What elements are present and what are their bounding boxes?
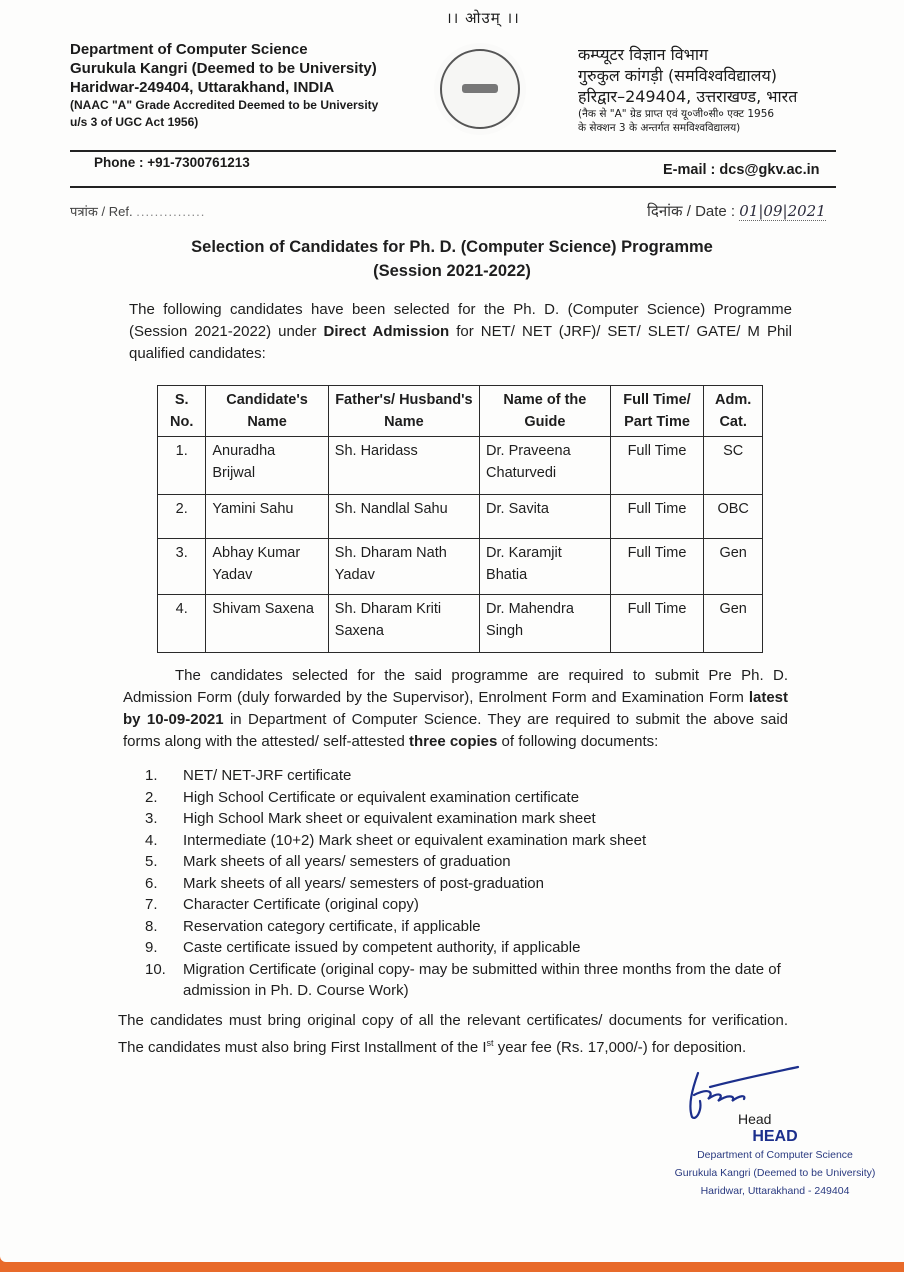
item-text: High School Mark sheet or equivalent examination mark sheet	[183, 810, 596, 827]
item-text: Reservation category certificate, if applicable	[183, 917, 481, 935]
cell-guide: Dr. Savita	[480, 495, 611, 539]
university-name-hindi: गुरुकुल कांगड़ी (समविश्वविद्यालय)	[578, 66, 778, 85]
cell-category: Gen	[704, 539, 763, 595]
address-hindi: हरिद्वार–249404, उत्तराखण्ड, भारत	[578, 87, 798, 106]
item-number: 8.	[145, 917, 158, 935]
page-title: Selection of Candidates for Ph. D. (Computer Science) Programme	[191, 238, 713, 256]
cell-sno: 4.	[158, 595, 206, 653]
item-text: Mark sheets of all years/ semesters of post-graduation	[183, 874, 544, 892]
stamp-title: HEAD	[752, 1128, 798, 1145]
cell-name: Shivam Saxena	[206, 595, 328, 653]
item-number: 7.	[145, 896, 158, 913]
candidates-table	[157, 385, 763, 653]
item-text: Character Certificate (original copy)	[183, 896, 419, 913]
cell-category: OBC	[704, 495, 763, 539]
col-mode: Full Time/ Part Time	[610, 386, 704, 437]
list-item	[145, 959, 795, 1002]
stamp-address: Haridwar, Uttarakhand - 249404	[700, 1185, 850, 1197]
intro-text: The following candidates have been selected for the Ph. D. (Computer Science) Programme (Session 2021-2022) under	[129, 301, 792, 340]
cell-name: Yamini Sahu	[206, 495, 328, 539]
ref-value: ...............	[136, 204, 206, 219]
cell-guide: Dr. Praveena Chaturvedi	[480, 437, 611, 495]
list-item	[145, 830, 795, 852]
closing-text-end: year fee (Rs. 17,000/-) for deposition.	[493, 1039, 747, 1056]
cell-category: Gen	[704, 595, 763, 653]
copies-text: three copies	[408, 733, 498, 750]
item-number: 1.	[145, 767, 158, 784]
item-number: 3.	[145, 810, 158, 827]
intro-paragraph	[129, 299, 792, 365]
invocation-text: ।। ओउम् ।।	[446, 9, 520, 27]
date-value: 01|09|2021	[739, 202, 826, 220]
list-item	[145, 851, 795, 873]
cell-sno: 1.	[158, 437, 206, 495]
item-number: 2.	[145, 788, 158, 806]
table-row	[158, 595, 763, 653]
stamp-department: Department of Computer Science	[697, 1149, 853, 1161]
col-guide: Name of the Guide	[480, 386, 611, 437]
item-text: Intermediate (10+2) Mark sheet or equivalent examination mark sheet	[183, 831, 647, 849]
department-name-hindi: कम्प्यूटर विज्ञान विभाग	[578, 45, 709, 64]
address: Haridwar-249404, Uttarakhand, INDIA	[70, 79, 335, 96]
accreditation-hindi-line1: (नैक से "A" ग्रेड प्राप्त एवं यू०जी०सी० एक्ट 1956	[578, 108, 775, 120]
list-item	[145, 916, 795, 938]
list-item	[145, 873, 795, 895]
list-item	[145, 894, 795, 916]
instructions-text: The candidates selected for the said programme are required to submit Pre Ph. D. Admission Form (duly forwarded by the Supervisor), Enrolment Form and Examination Form	[123, 667, 788, 706]
list-item	[145, 787, 795, 809]
intro-text-end: for NET/ NET (JRF)/ SET/ SLET/ GATE/ M Phil qualified candidates:	[129, 323, 792, 362]
accreditation-hindi-line2: के सेक्शन 3 के अन्तर्गत समविश्वविद्यालय)	[578, 122, 741, 134]
deadline-text: latest by 10-09-2021	[123, 689, 788, 728]
item-number: 4.	[145, 831, 158, 849]
university-name: Gurukula Kangri (Deemed to be University)	[70, 60, 377, 77]
item-text: Caste certificate issued by competent authority, if applicable	[183, 939, 581, 956]
header-english	[70, 40, 378, 131]
cell-name: Anuradha Brijwal	[206, 437, 328, 495]
list-item	[145, 937, 795, 959]
cell-guide: Dr. Mahendra Singh	[480, 595, 611, 653]
session-subtitle: (Session 2021-2022)	[373, 262, 531, 280]
superscript: st	[486, 1038, 494, 1048]
col-sno: S. No.	[158, 386, 206, 437]
item-number: 6.	[145, 874, 158, 892]
cell-mode: Full Time	[610, 437, 704, 495]
item-number: 5.	[145, 853, 158, 870]
instructions-text-end: of following documents:	[497, 733, 659, 750]
item-text: Mark sheets of all years/ semesters of graduation	[183, 853, 511, 870]
item-text: NET/ NET-JRF certificate	[183, 767, 352, 784]
phone-number: Phone : +91-7300761213	[94, 155, 250, 170]
date-label: दिनांक / Date :	[647, 203, 736, 220]
table-row	[158, 495, 763, 539]
cell-name: Abhay Kumar Yadav	[206, 539, 328, 595]
accreditation-line2: u/s 3 of UGC Act 1956)	[70, 115, 199, 129]
cell-mode: Full Time	[610, 539, 704, 595]
list-item	[145, 765, 795, 787]
instructions-text-mid: in Department of Computer Science. They are required to submit the above said forms along with the attested/ self-attested	[123, 711, 789, 750]
department-name: Department of Computer Science	[70, 41, 308, 58]
cell-father: Sh. Dharam Kriti Saxena	[328, 595, 479, 653]
col-father-name: Father's/ Husband's Name	[328, 386, 479, 437]
item-text: High School Certificate or equivalent examination certificate	[183, 788, 580, 806]
item-text: Migration Certificate (original copy- may be submitted within three months from the date of admission in Ph. D. Course Work)	[183, 960, 781, 999]
date-field	[647, 201, 826, 221]
header-divider-top	[70, 150, 836, 152]
cell-father: Sh. Haridass	[328, 437, 479, 495]
stamp-university: Gurukula Kangri (Deemed to be University)	[674, 1167, 876, 1179]
col-candidate-name: Candidate's Name	[206, 386, 328, 437]
cell-father: Sh. Nandlal Sahu	[328, 495, 479, 539]
signatory-label: Head	[738, 1111, 772, 1127]
intro-bold-text: Direct Admission	[323, 323, 450, 340]
documents-list	[145, 765, 795, 1002]
cell-mode: Full Time	[610, 495, 704, 539]
cell-mode: Full Time	[610, 595, 704, 653]
table-row	[158, 539, 763, 595]
table-header-row	[158, 386, 763, 437]
cell-sno: 3.	[158, 539, 206, 595]
col-category: Adm. Cat.	[704, 386, 763, 437]
instructions-paragraph	[123, 665, 788, 753]
list-item	[145, 808, 795, 830]
header-hindi	[578, 44, 797, 135]
closing-paragraph	[118, 1010, 788, 1059]
table-row	[158, 437, 763, 495]
cell-guide: Dr. Karamjit Bhatia	[480, 539, 611, 595]
cell-father: Sh. Dharam Nath Yadav	[328, 539, 479, 595]
item-number: 10.	[145, 960, 166, 978]
header-divider-bottom	[70, 186, 836, 188]
email-address: E-mail : dcs@gkv.ac.in	[663, 162, 820, 178]
item-number: 9.	[145, 939, 158, 956]
ref-label: पत्रांक / Ref.	[70, 204, 133, 219]
closing-text: The candidates must bring original copy of all the relevant certificates/ documents for verification. The candidates must also bring First Installment of the I	[118, 1012, 788, 1056]
reference-field	[70, 202, 205, 220]
cell-category: SC	[704, 437, 763, 495]
cell-sno: 2.	[158, 495, 206, 539]
official-stamp	[670, 1128, 880, 1200]
accreditation-line1: (NAAC "A" Grade Accredited Deemed to be University	[70, 98, 379, 112]
university-seal-icon	[440, 49, 520, 129]
